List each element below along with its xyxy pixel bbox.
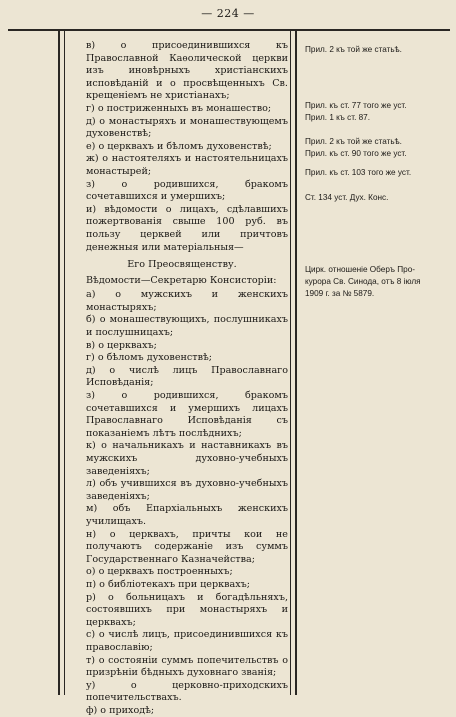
list-item: б) о монашествующихъ, послушникахъ и послушницахъ;: [86, 314, 288, 339]
side-note: Цирк. отношеніе Оберъ Про-: [305, 265, 415, 274]
list-item: к) о начальникахъ и наставникахъ въ мужскихъ духовно-учебныхъ заведеніяхъ;: [86, 440, 288, 477]
list-item: у) о церковно-приходскихъ попечительствахъ.: [86, 679, 288, 704]
right-outer-rule: [295, 30, 297, 695]
side-note: 1909 г. за № 5879.: [305, 289, 375, 298]
list-item: м) объ Епархіальныхъ женскихъ училищахъ.: [86, 503, 288, 527]
section-intro: Вѣдомости—Секретарю Консисторіи:: [86, 274, 277, 286]
left-outer-rule: [58, 30, 60, 695]
side-note: курора Св. Синода, отъ 8 іюля: [305, 277, 421, 286]
list-item: в) о присоединившихся къ Православной Каѳолической церкви изъ иновѣрныхъ христіанскихъ исповѣданій и о просвѣщенныхъ Св. крещеніемъ не христіанахъ;: [86, 40, 288, 102]
right-inner-rule: [290, 30, 291, 695]
list-item: з) о родившихся, бракомъ сочетавшихся и умершихъ;: [86, 178, 288, 203]
side-note: Прил. 1 къ ст. 87.: [305, 113, 371, 122]
side-note: Ст. 134 уст. Дух. Конс.: [305, 193, 389, 202]
list-item: т) о состояніи суммъ попечительствъ о призрѣніи бѣдныхъ духовнаго званія;: [86, 654, 288, 679]
page-number: — 224 —: [201, 7, 255, 20]
side-note: Прил. къ ст. 77 того же уст.: [305, 101, 407, 110]
side-note: Прил. къ ст. 90 того же уст.: [305, 149, 407, 158]
section-heading: Его Преосвященству.: [127, 259, 237, 271]
list-item: е) о церквахъ и бѣломъ духовенствѣ;: [86, 140, 272, 152]
list-item: г) о бѣломъ духовенствѣ;: [86, 352, 213, 364]
list-item: н) о церквахъ, причты кои не получаютъ содержаніе изъ суммъ Государственнаго Казначейства;: [86, 528, 288, 565]
list-item: г) о постриженныхъ въ монашество;: [86, 102, 272, 114]
list-item: с) о числѣ лицъ, присоединившихся къ православію;: [86, 629, 288, 653]
list-item: ж) о настоятеляхъ и настоятельницахъ монастырей;: [86, 153, 288, 177]
list-item: л) объ учившихся въ духовно-учебныхъ заведеніяхъ;: [86, 478, 288, 502]
list-item: в) о церквахъ;: [86, 339, 157, 351]
list-item: з) о родившихся, бракомъ сочетавшихся и умершихъ лицахъ Православнаго Исповѣданія съ показаніемъ лѣтъ послѣднихъ;: [86, 390, 288, 439]
side-note: Прил. къ ст. 103 того же уст.: [305, 168, 412, 177]
list-item: п) о библіотекахъ при церквахъ;: [86, 578, 250, 590]
list-item: д) о монастыряхъ и монашествующемъ духовенствѣ;: [86, 115, 288, 140]
list-item: д) о числѣ лицъ Православнаго Исповѣданія;: [86, 364, 288, 389]
list-item: ф) о приходѣ;: [86, 704, 155, 716]
list-item: о) о церквахъ построенныхъ;: [86, 566, 233, 578]
side-note: Прил. 2 къ той же статьѣ.: [305, 137, 402, 146]
list-item: и) вѣдомости о лицахъ, сдѣлавшихъ пожертвованія свыше 100 руб. въ пользу церквей или причтовъ денежныя или матеріальныя—: [86, 203, 288, 253]
side-notes-column: [305, 0, 451, 700]
main-text-column: [76, 40, 288, 717]
side-note: Прил. 2 къ той же статьѣ.: [305, 45, 402, 54]
list-item: а) о мужскихъ и женскихъ монастыряхъ;: [86, 289, 288, 313]
list-item: р) о больницахъ и богадѣльняхъ, состоявшихъ при монастыряхъ и церквахъ;: [86, 591, 288, 628]
left-inner-rule: [64, 30, 65, 695]
